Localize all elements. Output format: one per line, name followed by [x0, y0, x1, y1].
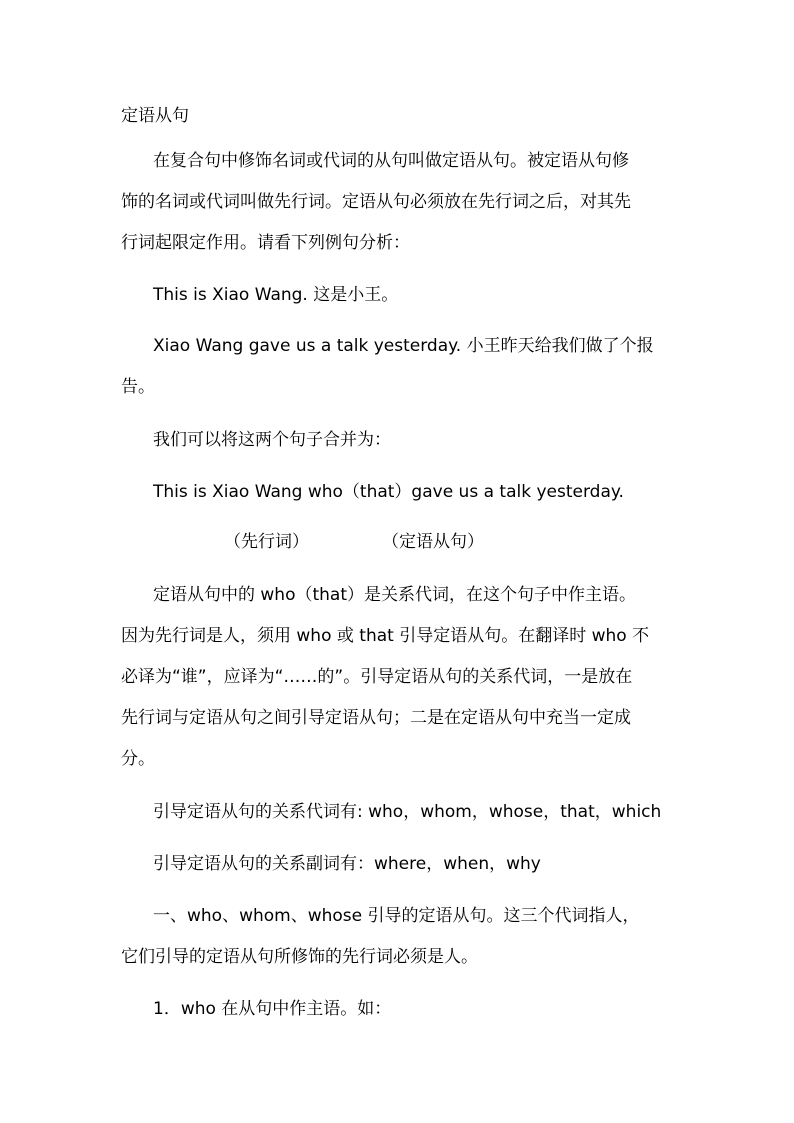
clause-annotation: （定语从句）	[382, 532, 484, 552]
explanation-paragraph-line: 分。	[121, 749, 155, 769]
example-sentence-1: This is Xiao Wang. 这是小王。	[153, 285, 399, 305]
antecedent-annotation: （先行词）	[224, 532, 309, 552]
relative-pronouns-list: 引导定语从句的关系代词有: who，whom，whose，that，which	[153, 802, 662, 822]
explanation-paragraph-line: 定语从句中的 who（that）是关系代词，在这个句子中作主语。	[153, 585, 637, 605]
explanation-paragraph-line: 因为先行词是人，须用 who 或 that 引导定语从句。在翻译时 who 不	[121, 626, 650, 646]
section-heading-line: 一、who、whom、whose 引导的定语从句。这三个代词指人，	[153, 906, 640, 926]
combined-example-sentence: This is Xiao Wang who（that）gave us a talk yesterday.	[153, 482, 624, 502]
relative-adverbs-list: 引导定语从句的关系副词有：where，when，why	[153, 854, 541, 874]
intro-paragraph-line: 饰的名词或代词叫做先行词。定语从句必须放在先行词之后，对其先	[121, 192, 631, 212]
section-heading-line: 它们引导的定语从句所修饰的先行词必须是人。	[121, 947, 478, 967]
explanation-paragraph-line: 必译为“谁”，应译为“……的”。引导定语从句的关系代词，一是放在	[121, 667, 633, 687]
combine-instruction: 我们可以将这两个句子合并为：	[153, 430, 391, 450]
example-sentence-2-line: Xiao Wang gave us a talk yesterday. 小王昨天给我们做了个报	[153, 336, 654, 356]
explanation-paragraph-line: 先行词与定语从句之间引导定语从句；二是在定语从句中充当一定成	[121, 708, 631, 728]
intro-paragraph-line: 行词起限定作用。请看下列例句分析：	[121, 233, 410, 253]
example-sentence-2-line: 告。	[121, 377, 155, 397]
list-item-1: 1．who 在从句中作主语。如：	[153, 999, 392, 1019]
intro-paragraph-line: 在复合句中修饰名词或代词的从句叫做定语从句。被定语从句修	[153, 151, 629, 171]
document-title: 定语从句	[121, 106, 189, 126]
